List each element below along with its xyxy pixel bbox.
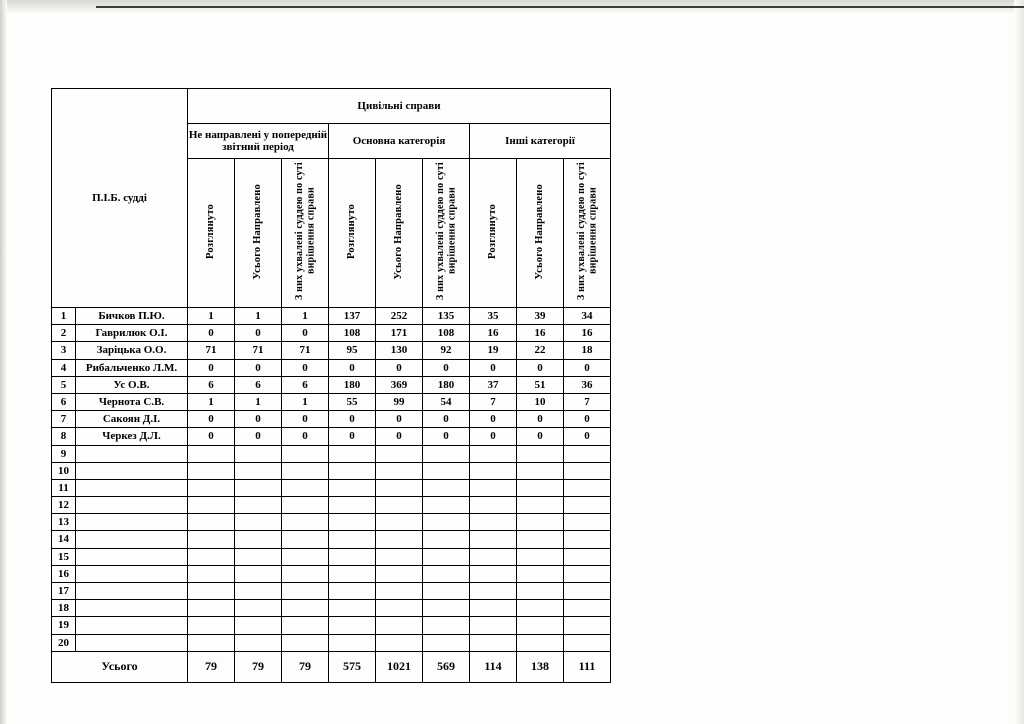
- data-cell: 137: [329, 308, 376, 325]
- data-cell: [235, 497, 282, 514]
- row-number: 18: [52, 600, 76, 617]
- data-cell: [517, 445, 564, 462]
- data-cell: [235, 634, 282, 651]
- data-cell: [517, 462, 564, 479]
- data-cell: [188, 531, 235, 548]
- totals-label: Усього: [52, 651, 188, 682]
- row-number: 19: [52, 617, 76, 634]
- data-cell: [188, 565, 235, 582]
- column-header-5: З них ухвалені суддею по суті вирішення справи: [423, 159, 470, 308]
- data-cell: [376, 445, 423, 462]
- data-cell: [282, 514, 329, 531]
- data-cell: 0: [235, 359, 282, 376]
- data-cell: [235, 565, 282, 582]
- data-cell: [235, 600, 282, 617]
- data-cell: 0: [376, 428, 423, 445]
- data-cell: 0: [470, 359, 517, 376]
- row-number: 5: [52, 376, 76, 393]
- data-cell: [376, 497, 423, 514]
- column-header-1: Усього Направлено: [235, 159, 282, 308]
- data-cell: 180: [423, 376, 470, 393]
- data-cell: [564, 462, 611, 479]
- table-row: [52, 617, 611, 634]
- row-number: 6: [52, 393, 76, 410]
- data-cell: [188, 514, 235, 531]
- row-number: 14: [52, 531, 76, 548]
- data-cell: 369: [376, 376, 423, 393]
- data-cell: 0: [423, 411, 470, 428]
- data-cell: [470, 514, 517, 531]
- data-cell: [235, 462, 282, 479]
- column-header-0: Розглянуто: [188, 159, 235, 308]
- group-header-main-category: Основна категорія: [329, 124, 470, 159]
- row-number: 1: [52, 308, 76, 325]
- data-cell: [517, 479, 564, 496]
- statistics-table: [51, 88, 611, 683]
- data-cell: [235, 514, 282, 531]
- judge-name-cell: Заріцька О.О.: [76, 342, 188, 359]
- data-cell: [329, 514, 376, 531]
- data-cell: [564, 514, 611, 531]
- table-row: [52, 531, 611, 548]
- judge-name-cell: Черкез Д.Л.: [76, 428, 188, 445]
- data-cell: [188, 479, 235, 496]
- judge-name-cell: Бичков П.Ю.: [76, 308, 188, 325]
- judge-name-cell: [76, 600, 188, 617]
- data-cell: 37: [470, 376, 517, 393]
- table-row: [52, 393, 611, 410]
- table-row: [52, 325, 611, 342]
- data-cell: [423, 514, 470, 531]
- data-cell: 1: [188, 393, 235, 410]
- data-cell: 22: [517, 342, 564, 359]
- data-cell: 0: [282, 325, 329, 342]
- totals-cell: 79: [282, 651, 329, 682]
- totals-row: [52, 651, 611, 682]
- data-cell: [564, 583, 611, 600]
- row-number: 7: [52, 411, 76, 428]
- data-cell: [470, 548, 517, 565]
- data-cell: [517, 514, 564, 531]
- table-row: [52, 428, 611, 445]
- data-cell: [423, 531, 470, 548]
- data-cell: 10: [517, 393, 564, 410]
- data-cell: 0: [564, 411, 611, 428]
- data-cell: [517, 617, 564, 634]
- data-cell: [329, 497, 376, 514]
- data-cell: [470, 583, 517, 600]
- data-cell: 130: [376, 342, 423, 359]
- data-cell: 135: [423, 308, 470, 325]
- data-cell: 71: [235, 342, 282, 359]
- column-header-4: Усього Направлено: [376, 159, 423, 308]
- data-cell: 0: [329, 428, 376, 445]
- table-row: [52, 462, 611, 479]
- data-cell: [470, 634, 517, 651]
- data-cell: 0: [564, 428, 611, 445]
- totals-cell: 79: [188, 651, 235, 682]
- data-cell: 0: [517, 359, 564, 376]
- data-cell: [188, 583, 235, 600]
- data-cell: [564, 531, 611, 548]
- data-cell: [564, 600, 611, 617]
- data-cell: 0: [423, 359, 470, 376]
- data-cell: [329, 445, 376, 462]
- totals-cell: 79: [235, 651, 282, 682]
- judge-name-cell: Рибальченко Л.М.: [76, 359, 188, 376]
- data-cell: 108: [423, 325, 470, 342]
- data-cell: [329, 634, 376, 651]
- data-cell: 0: [282, 359, 329, 376]
- data-cell: 36: [564, 376, 611, 393]
- column-header-6: Розглянуто: [470, 159, 517, 308]
- data-cell: [470, 445, 517, 462]
- data-cell: 0: [188, 411, 235, 428]
- data-cell: [235, 583, 282, 600]
- data-cell: [564, 617, 611, 634]
- table-row: [52, 376, 611, 393]
- data-cell: [282, 583, 329, 600]
- judge-name-cell: [76, 531, 188, 548]
- data-cell: 1: [235, 393, 282, 410]
- data-cell: 0: [564, 359, 611, 376]
- data-cell: 0: [235, 428, 282, 445]
- judge-name-cell: Сакоян Д.І.: [76, 411, 188, 428]
- data-cell: [376, 479, 423, 496]
- row-number: 11: [52, 479, 76, 496]
- data-cell: [376, 565, 423, 582]
- group-header-other-categories: Інші категорії: [470, 124, 611, 159]
- table-row: [52, 479, 611, 496]
- judge-name-cell: [76, 462, 188, 479]
- group-header-not-sent: Не направлені у попередній звітний період: [188, 124, 329, 159]
- data-cell: [329, 565, 376, 582]
- data-cell: 16: [517, 325, 564, 342]
- data-cell: 16: [564, 325, 611, 342]
- data-cell: [235, 479, 282, 496]
- data-cell: 7: [470, 393, 517, 410]
- table-main-title: Цивільні справи: [188, 89, 611, 124]
- table-row: [52, 342, 611, 359]
- statistics-table-container: [51, 88, 611, 683]
- data-cell: 0: [188, 325, 235, 342]
- data-cell: 0: [423, 428, 470, 445]
- data-cell: [282, 634, 329, 651]
- row-number: 16: [52, 565, 76, 582]
- data-cell: [376, 617, 423, 634]
- data-cell: [423, 600, 470, 617]
- data-cell: 0: [235, 411, 282, 428]
- data-cell: 1: [282, 393, 329, 410]
- table-row: [52, 359, 611, 376]
- data-cell: [329, 600, 376, 617]
- row-number: 15: [52, 548, 76, 565]
- data-cell: [376, 634, 423, 651]
- judge-name-cell: [76, 583, 188, 600]
- row-number: 20: [52, 634, 76, 651]
- data-cell: 99: [376, 393, 423, 410]
- data-cell: 34: [564, 308, 611, 325]
- data-cell: [329, 583, 376, 600]
- data-cell: [470, 497, 517, 514]
- row-number: 2: [52, 325, 76, 342]
- data-cell: [188, 634, 235, 651]
- table-row: [52, 497, 611, 514]
- table-row: [52, 634, 611, 651]
- page-left-edge: [0, 0, 7, 724]
- data-cell: 1: [235, 308, 282, 325]
- data-cell: 35: [470, 308, 517, 325]
- judge-name-header: П.І.Б. судді: [52, 89, 188, 308]
- data-cell: 0: [517, 411, 564, 428]
- page-top-rule: [96, 6, 1024, 8]
- data-cell: [564, 634, 611, 651]
- data-cell: 6: [282, 376, 329, 393]
- data-cell: [470, 531, 517, 548]
- data-cell: [235, 548, 282, 565]
- data-cell: [188, 462, 235, 479]
- judge-name-cell: Чернота С.В.: [76, 393, 188, 410]
- data-cell: [423, 583, 470, 600]
- table-row: [52, 308, 611, 325]
- row-number: 12: [52, 497, 76, 514]
- judge-name-cell: Ус О.В.: [76, 376, 188, 393]
- judge-name-cell: [76, 497, 188, 514]
- data-cell: [235, 617, 282, 634]
- data-cell: [423, 617, 470, 634]
- data-cell: [188, 497, 235, 514]
- data-cell: 0: [329, 359, 376, 376]
- data-cell: [423, 445, 470, 462]
- data-cell: 71: [188, 342, 235, 359]
- judge-name-cell: [76, 617, 188, 634]
- judge-name-cell: [76, 445, 188, 462]
- data-cell: 54: [423, 393, 470, 410]
- row-number: 17: [52, 583, 76, 600]
- data-cell: [564, 445, 611, 462]
- data-cell: [470, 565, 517, 582]
- data-cell: [329, 548, 376, 565]
- data-cell: [376, 548, 423, 565]
- page-right-edge: [1014, 0, 1024, 724]
- data-cell: 0: [376, 411, 423, 428]
- data-cell: 0: [376, 359, 423, 376]
- data-cell: 7: [564, 393, 611, 410]
- data-cell: [470, 462, 517, 479]
- data-cell: [188, 600, 235, 617]
- data-cell: [282, 600, 329, 617]
- data-cell: 180: [329, 376, 376, 393]
- data-cell: [423, 548, 470, 565]
- table-body: [52, 308, 611, 683]
- row-number: 10: [52, 462, 76, 479]
- data-cell: [376, 531, 423, 548]
- data-cell: [423, 497, 470, 514]
- data-cell: [235, 445, 282, 462]
- data-cell: 0: [188, 359, 235, 376]
- data-cell: [564, 565, 611, 582]
- data-cell: 252: [376, 308, 423, 325]
- table-header: [52, 89, 611, 308]
- data-cell: 0: [188, 428, 235, 445]
- totals-cell: 569: [423, 651, 470, 682]
- data-cell: [517, 634, 564, 651]
- data-cell: [329, 617, 376, 634]
- judge-name-cell: [76, 565, 188, 582]
- table-row: [52, 565, 611, 582]
- data-cell: 0: [235, 325, 282, 342]
- row-number: 9: [52, 445, 76, 462]
- data-cell: [376, 462, 423, 479]
- row-number: 8: [52, 428, 76, 445]
- data-cell: [517, 497, 564, 514]
- totals-cell: 114: [470, 651, 517, 682]
- data-cell: [470, 479, 517, 496]
- data-cell: [517, 583, 564, 600]
- row-number: 4: [52, 359, 76, 376]
- data-cell: [423, 462, 470, 479]
- table-row: [52, 411, 611, 428]
- data-cell: 0: [282, 411, 329, 428]
- table-row: [52, 548, 611, 565]
- data-cell: 39: [517, 308, 564, 325]
- data-cell: [564, 479, 611, 496]
- data-cell: [235, 531, 282, 548]
- column-header-3: Розглянуто: [329, 159, 376, 308]
- data-cell: [282, 479, 329, 496]
- data-cell: [188, 548, 235, 565]
- data-cell: [376, 583, 423, 600]
- totals-cell: 575: [329, 651, 376, 682]
- data-cell: [282, 497, 329, 514]
- data-cell: 55: [329, 393, 376, 410]
- data-cell: 0: [470, 411, 517, 428]
- data-cell: 6: [235, 376, 282, 393]
- data-cell: [517, 531, 564, 548]
- data-cell: 171: [376, 325, 423, 342]
- data-cell: [188, 617, 235, 634]
- data-cell: [376, 600, 423, 617]
- data-cell: [282, 462, 329, 479]
- column-header-8: З них ухвалені суддею по суті вирішення справи: [564, 159, 611, 308]
- data-cell: [470, 617, 517, 634]
- table-row: [52, 445, 611, 462]
- data-cell: 0: [329, 411, 376, 428]
- judge-name-cell: [76, 548, 188, 565]
- row-number: 13: [52, 514, 76, 531]
- data-cell: [470, 600, 517, 617]
- data-cell: [564, 497, 611, 514]
- judge-name-cell: [76, 479, 188, 496]
- data-cell: 108: [329, 325, 376, 342]
- data-cell: [564, 548, 611, 565]
- totals-cell: 111: [564, 651, 611, 682]
- data-cell: 92: [423, 342, 470, 359]
- column-header-7: Усього Направлено: [517, 159, 564, 308]
- data-cell: [423, 634, 470, 651]
- header-row-title: [52, 89, 611, 124]
- column-header-2: З них ухвалені суддею по суті вирішення справи: [282, 159, 329, 308]
- judge-name-cell: [76, 634, 188, 651]
- data-cell: 16: [470, 325, 517, 342]
- data-cell: 19: [470, 342, 517, 359]
- row-number: 3: [52, 342, 76, 359]
- data-cell: [282, 531, 329, 548]
- data-cell: [423, 565, 470, 582]
- data-cell: [282, 565, 329, 582]
- data-cell: 0: [517, 428, 564, 445]
- data-cell: 0: [282, 428, 329, 445]
- data-cell: [423, 479, 470, 496]
- table-row: [52, 583, 611, 600]
- data-cell: [517, 565, 564, 582]
- data-cell: 51: [517, 376, 564, 393]
- table-row: [52, 514, 611, 531]
- data-cell: 6: [188, 376, 235, 393]
- data-cell: 1: [282, 308, 329, 325]
- data-cell: [282, 617, 329, 634]
- totals-cell: 138: [517, 651, 564, 682]
- table-row: [52, 600, 611, 617]
- data-cell: [282, 548, 329, 565]
- data-cell: [376, 514, 423, 531]
- data-cell: 1: [188, 308, 235, 325]
- data-cell: 18: [564, 342, 611, 359]
- data-cell: 0: [470, 428, 517, 445]
- judge-name-cell: [76, 514, 188, 531]
- data-cell: [329, 462, 376, 479]
- totals-cell: 1021: [376, 651, 423, 682]
- data-cell: [329, 531, 376, 548]
- judge-name-cell: Гаврилюк О.І.: [76, 325, 188, 342]
- data-cell: 95: [329, 342, 376, 359]
- data-cell: [517, 548, 564, 565]
- data-cell: [517, 600, 564, 617]
- data-cell: 71: [282, 342, 329, 359]
- data-cell: [282, 445, 329, 462]
- data-cell: [329, 479, 376, 496]
- data-cell: [188, 445, 235, 462]
